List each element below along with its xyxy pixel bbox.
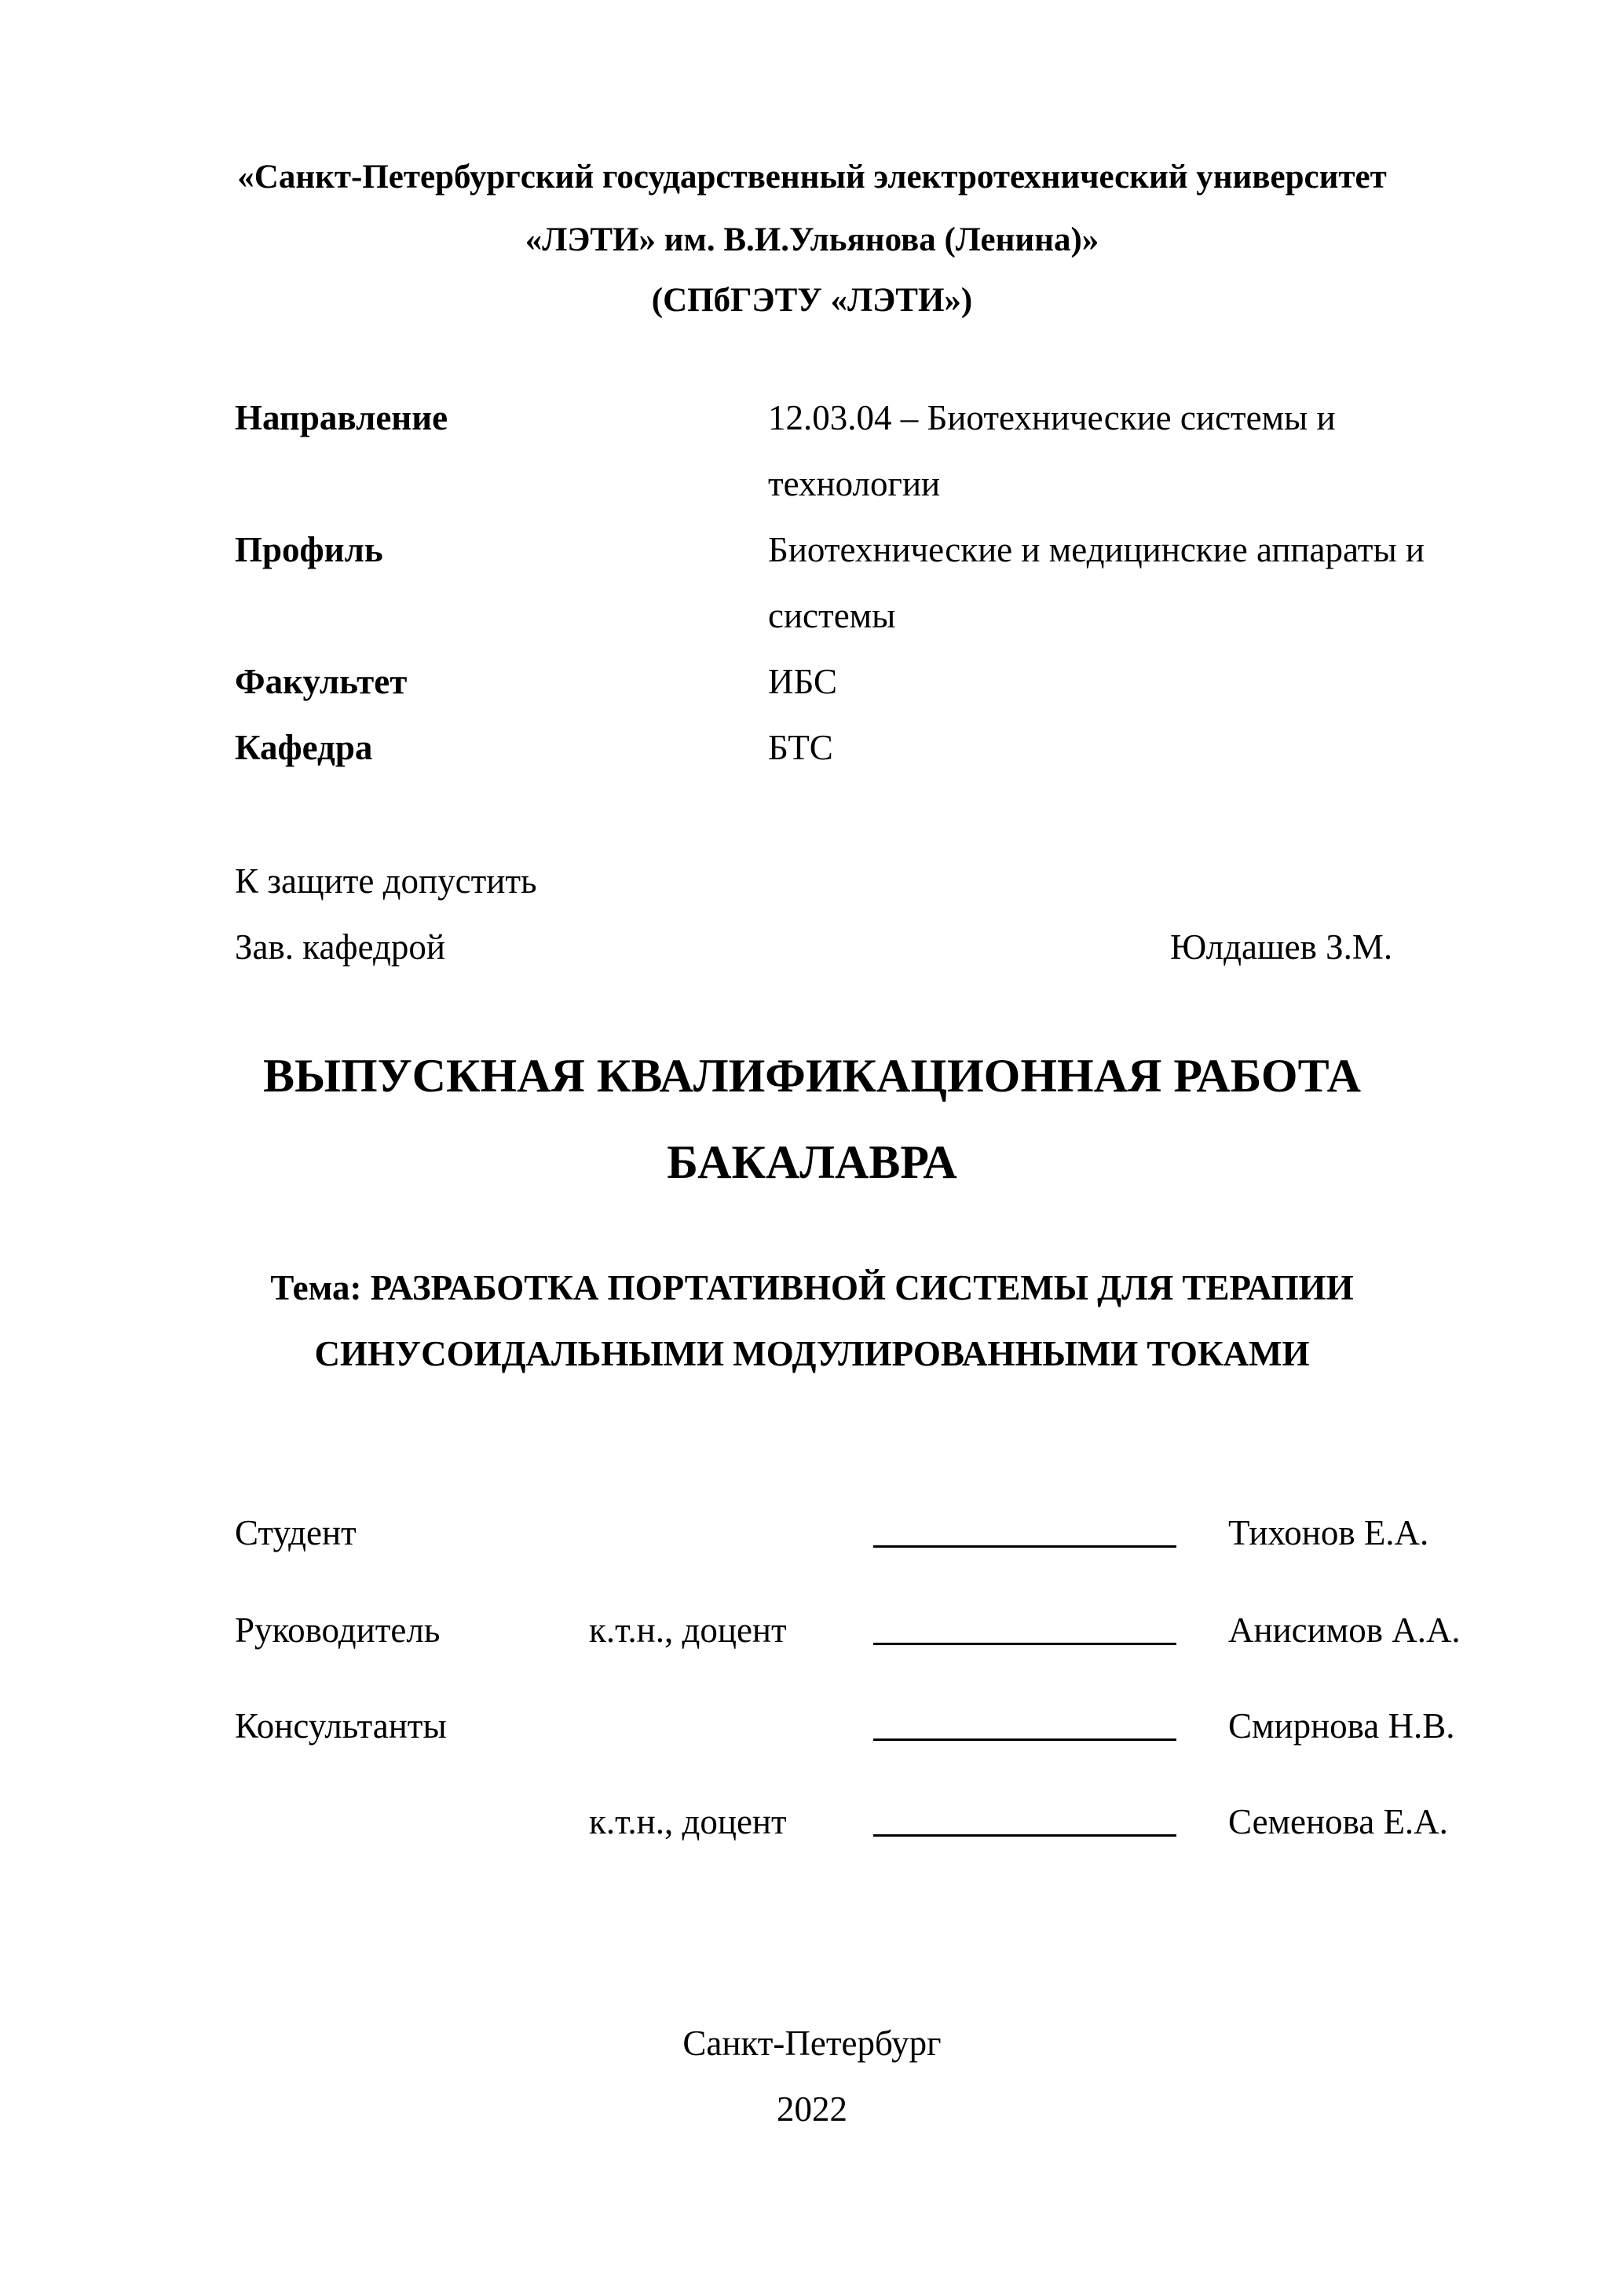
field-label-profile: Профиль — [235, 530, 383, 569]
signature-degree-consultant-2: к.т.н., доцент — [589, 1802, 787, 1841]
field-label-faculty: Факультет — [235, 662, 408, 701]
approval-text: К защите допустить — [235, 861, 537, 901]
signature-line-supervisor — [873, 1643, 1176, 1645]
university-name-line-1: «Санкт-Петербургский государственный электротехнический университет — [237, 159, 1387, 196]
signature-degree-supervisor: к.т.н., доцент — [589, 1610, 787, 1650]
field-value-profile-line-2: системы — [768, 596, 896, 635]
signature-name-consultant-1: Смирнова Н.В. — [1228, 1706, 1455, 1746]
signature-role-supervisor: Руководитель — [235, 1610, 441, 1650]
topic-line-2: СИНУСОИДАЛЬНЫМИ МОДУЛИРОВАННЫМИ ТОКАМИ — [314, 1334, 1310, 1373]
signature-role-consultants: Консультанты — [235, 1706, 447, 1746]
field-value-profile-line-1: Биотехнические и медицинские аппараты и — [768, 530, 1425, 569]
head-of-department-name: Юлдашев З.М. — [1170, 927, 1393, 967]
work-title-line-2: БАКАЛАВРА — [667, 1136, 957, 1188]
field-label-department: Кафедра — [235, 728, 373, 767]
footer-city: Санкт-Петербург — [682, 2024, 942, 2063]
university-abbreviation: (СПбГЭТУ «ЛЭТИ») — [651, 282, 973, 319]
signature-line-student — [873, 1545, 1176, 1548]
footer-year: 2022 — [777, 2089, 847, 2129]
signature-name-consultant-2: Семенова Е.А. — [1228, 1802, 1448, 1841]
work-title-line-1: ВЫПУСКНАЯ КВАЛИФИКАЦИОННАЯ РАБОТА — [263, 1050, 1361, 1102]
field-value-direction-line-1: 12.03.04 – Биотехнические системы и — [768, 398, 1336, 437]
signature-role-student: Студент — [235, 1513, 357, 1552]
signature-name-student: Тихонов Е.А. — [1228, 1513, 1429, 1552]
university-name-line-2: «ЛЭТИ» им. В.И.Ульянова (Ленина)» — [525, 221, 1099, 258]
signature-line-consultant-1 — [873, 1738, 1176, 1741]
field-value-department: БТС — [768, 728, 833, 767]
field-label-direction: Направление — [235, 398, 448, 437]
signature-name-supervisor: Анисимов А.А. — [1228, 1610, 1461, 1650]
field-value-faculty: ИБС — [768, 662, 838, 701]
topic-line-1: Тема: РАЗРАБОТКА ПОРТАТИВНОЙ СИСТЕМЫ ДЛЯ ТЕРАПИИ — [270, 1268, 1354, 1307]
head-of-department-label: Зав. кафедрой — [235, 927, 445, 967]
signature-line-consultant-2 — [873, 1834, 1176, 1837]
field-value-direction-line-2: технологии — [768, 464, 941, 503]
